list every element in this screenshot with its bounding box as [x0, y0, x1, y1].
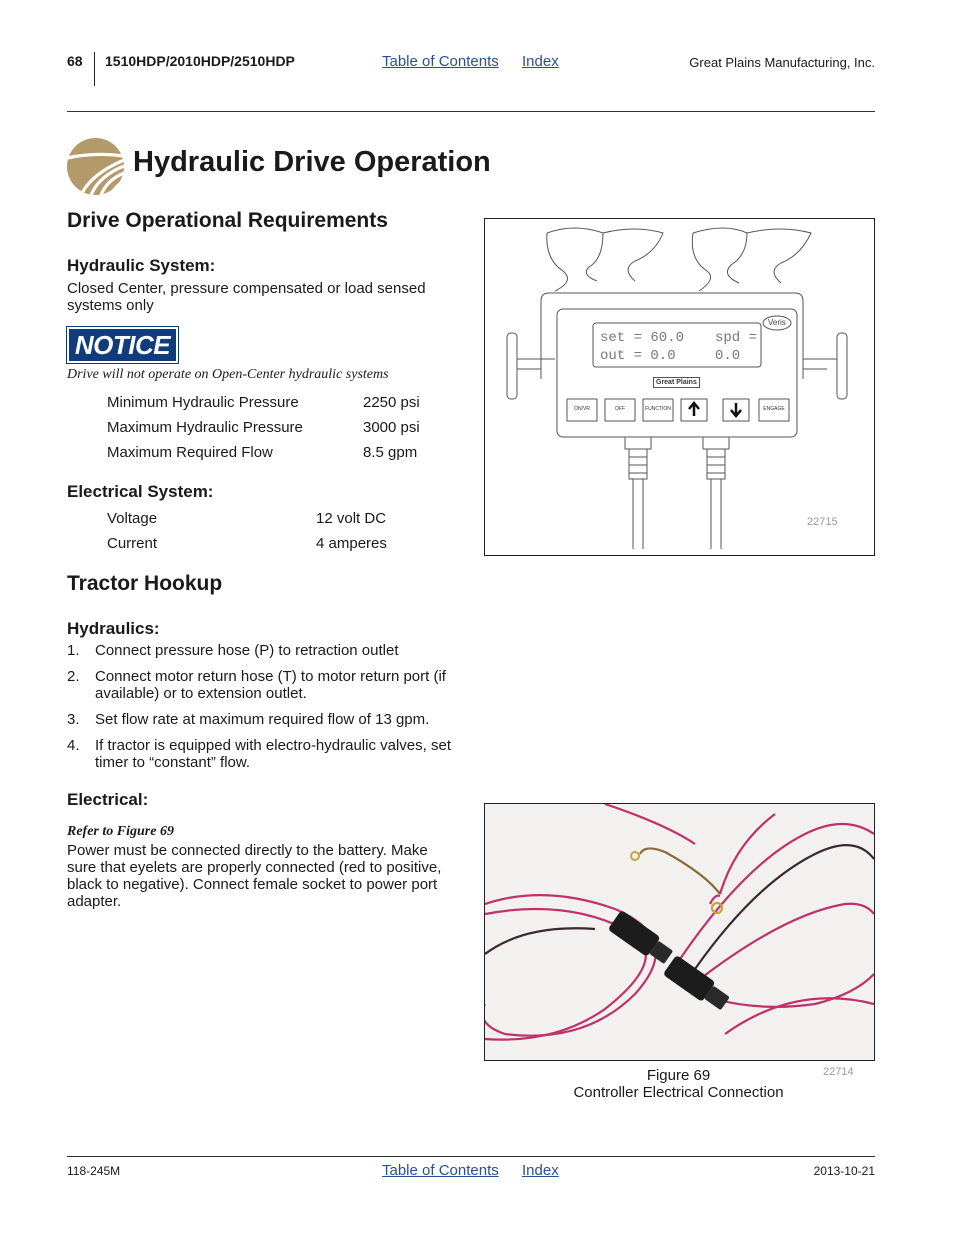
document-id: 118-245M [67, 1164, 121, 1178]
index-link-top[interactable]: Index [522, 53, 559, 70]
cable-photo [484, 803, 875, 1061]
index-link-bottom[interactable]: Index [522, 1162, 559, 1179]
controller-logo: Great Plains [653, 377, 700, 388]
figure-image-number: 22714 [823, 1066, 854, 1078]
figure-caption [484, 1067, 873, 1101]
spec-label: Maximum Required Flow [107, 444, 273, 461]
spec-label: Maximum Hydraulic Pressure [107, 419, 303, 436]
list-item: 1. Connect pressure hose (P) to retraction outlet [67, 642, 399, 659]
subheading-electrical: Electrical: [67, 790, 149, 809]
display-line-1: set = 60.0 [600, 330, 685, 346]
footer-rule [67, 1156, 875, 1157]
company-name: Great Plains Manufacturing, Inc. [689, 55, 875, 70]
hydraulic-system-text: Closed Center, pressure compensated or load sensed systems only [67, 280, 426, 314]
header-rule [67, 111, 875, 112]
spec-value: 3000 psi [363, 419, 420, 436]
list-item: 3. Set flow rate at maximum required flow of 13 gpm. [67, 711, 430, 728]
display-line-2: out = 0.0 [600, 348, 676, 364]
figure-caption-number: Figure 69 [646, 1067, 711, 1084]
figure-image-number: 22715 [807, 516, 838, 528]
toc-link-bottom[interactable]: Table of Contents [382, 1162, 499, 1179]
subheading-hydraulic-system: Hydraulic System: [67, 256, 216, 275]
section-heading-tractor-hookup: Tractor Hookup [67, 572, 223, 595]
header-divider [94, 52, 95, 86]
display-line-1b: spd = [715, 330, 758, 346]
page-title: Hydraulic Drive Operation [133, 146, 491, 178]
spec-label: Minimum Hydraulic Pressure [107, 394, 299, 411]
button-label: FUNCTION [645, 406, 671, 412]
button-label: ON/VR [574, 406, 590, 412]
model-number: 1510HDP/2010HDP/2510HDP [105, 53, 295, 69]
controller-figure [484, 218, 875, 556]
brand-label: Veris [768, 318, 786, 327]
figure-reference: Refer to Figure 69 [67, 824, 174, 839]
notice-text: Drive will not operate on Open-Center hydraulic systems [67, 367, 389, 382]
electrical-text: Power must be connected directly to the battery. Make sure that eyelets are properly connected (red to positive, black to negative). Connect female socket to power port adapter. [67, 842, 442, 910]
great-plains-logo-icon [67, 138, 124, 195]
figure-caption-title: Controller Electrical Connection [573, 1084, 784, 1101]
toc-link-top[interactable]: Table of Contents [382, 53, 499, 70]
button-label: OFF [615, 406, 625, 412]
display-line-2b: 0.0 [715, 348, 741, 364]
page-number: 68 [67, 53, 83, 69]
spec-value: 12 volt DC [316, 510, 387, 527]
subheading-hydraulics: Hydraulics: [67, 619, 160, 638]
spec-value: 8.5 gpm [363, 444, 418, 461]
notice-badge: NOTICE [67, 327, 178, 363]
subheading-electrical-system: Electrical System: [67, 482, 214, 501]
list-item: 2. Connect motor return hose (T) to motor return port (if available) or to extension outlet. [67, 668, 446, 702]
cable-photo-illustration [485, 804, 874, 1060]
section-heading-requirements: Drive Operational Requirements [67, 209, 388, 232]
document-date: 2013-10-21 [813, 1164, 875, 1178]
spec-value: 4 amperes [316, 535, 387, 552]
spec-label: Current [107, 535, 158, 552]
hydraulics-steps [67, 642, 459, 771]
list-item: 4. If tractor is equipped with electro-hydraulic valves, set timer to “constant” flow. [67, 737, 451, 771]
button-label: ENGAGE [763, 406, 785, 412]
spec-value: 2250 psi [363, 394, 420, 411]
spec-label: Voltage [107, 510, 158, 527]
